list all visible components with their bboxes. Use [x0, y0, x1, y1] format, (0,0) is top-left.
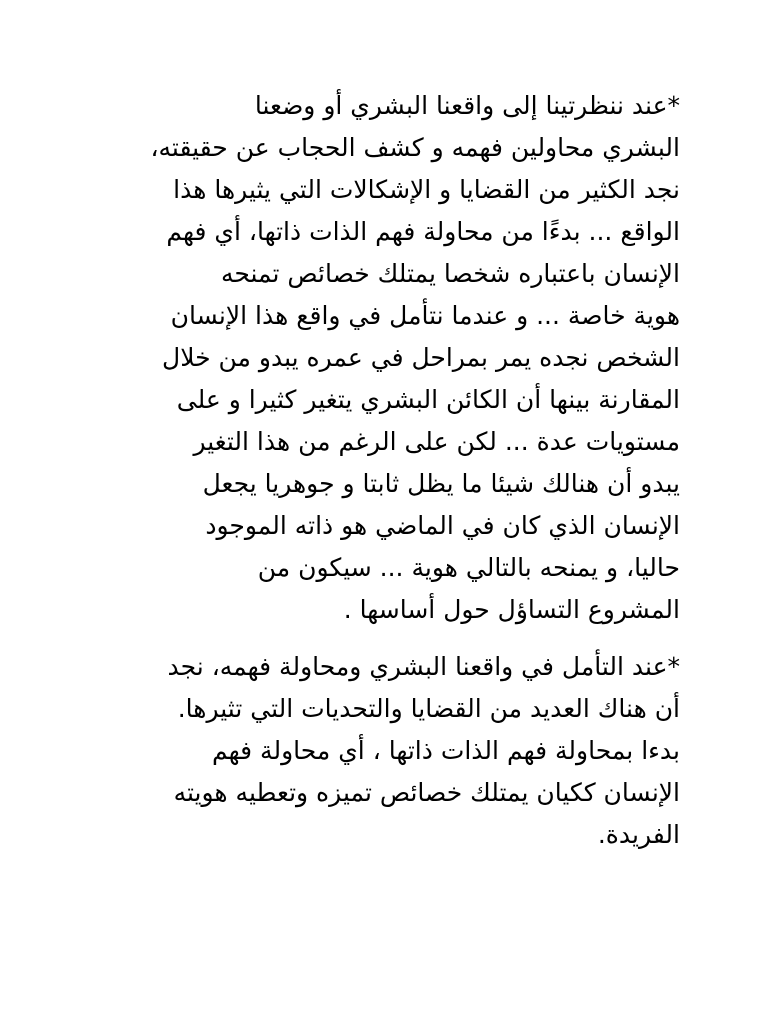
text-line: بدءا بمحاولة فهم الذات ذاتها ، أي محاولة فهم [211, 736, 680, 765]
paragraph-revised [88, 646, 680, 856]
text-line: هوية خاصة ... و عندما نتأمل في واقع هذا الإنسان [170, 301, 680, 330]
text-line: نجد الكثير من القضايا و الإشكالات التي يثيرها هذا [173, 175, 680, 204]
text-line: الشخص نجده يمر بمراحل في عمره يبدو من خلال [162, 343, 680, 372]
text-line: *عند التأمل في واقعنا البشري ومحاولة فهمه، نجد [167, 652, 680, 681]
text-line: الإنسان ككيان يمتلك خصائص تميزه وتعطيه هويته [173, 778, 680, 807]
text-line: الإنسان الذي كان في الماضي هو ذاته الموجود [205, 511, 680, 540]
text-line: الواقع ... بدءًا من محاولة فهم الذات ذاتها، أي فهم [166, 217, 680, 246]
text-line: أن هناك العديد من القضايا والتحديات التي تثيرها. [177, 694, 680, 723]
text-line: الإنسان باعتباره شخصا يمتلك خصائص تمنحه [220, 259, 680, 288]
text-line: *عند ننظرتينا إلى واقعنا البشري أو وضعنا [254, 91, 680, 120]
text-line: المقارنة بينها أن الكائن البشري يتغير كثيرا و على [176, 385, 680, 414]
text-line: مستويات عدة ... لكن على الرغم من هذا التغير [193, 427, 680, 456]
text-line: حاليا، و يمنحه بالتالي هوية ... سيكون من [257, 553, 680, 582]
text-line: البشري محاولين فهمه و كشف الحجاب عن حقيقته، [150, 133, 680, 162]
text-line: يبدو أن هنالك شيئا ما يظل ثابتا و جوهريا يجعل [202, 469, 680, 498]
paragraph-original [88, 85, 680, 631]
text-line: المشروع التساؤل حول أساسها . [343, 595, 680, 624]
text-line: الفريدة. [597, 820, 680, 849]
